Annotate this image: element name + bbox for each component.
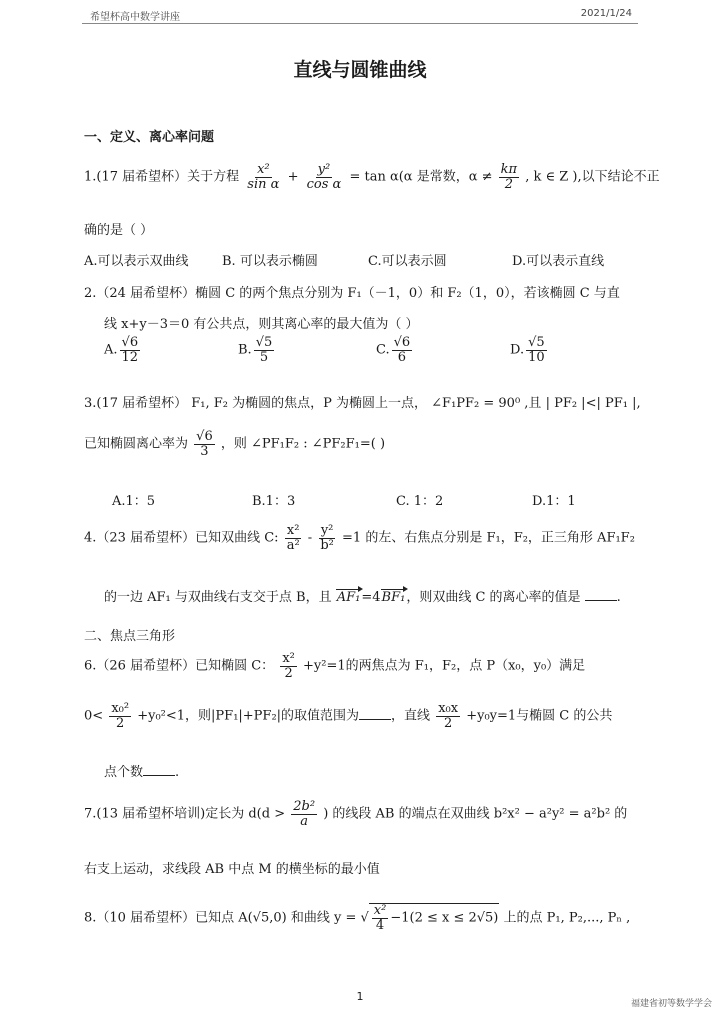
header-left: 希望杯高中数学讲座	[90, 12, 180, 23]
page-number: 1	[356, 990, 364, 1003]
vector-bf1: BF₁	[381, 590, 406, 605]
question-1-line-1	[84, 163, 660, 191]
question-4-line-1: 4.（23 届希望杯）已知双曲线 C: $\frac{\text{x²}}{\text{a²}}$ - $\frac{\text{y²}}{\text{b²}}$ =1 的左、右焦点分别是 F₁，F₂，正三角形 AF₁F₂	[84, 523, 635, 553]
question-2-line-1: 2.（24 届希望杯）椭圆 C 的两个焦点分别为 F₁（－1，0）和 F₂（1，0），若该椭圆 C 与直	[84, 286, 620, 301]
section-heading-1: 一、定义、离心率问题	[84, 130, 215, 145]
q3-option-c: C. 1：2	[396, 494, 444, 509]
q1-fraction-3: $\frac{k\pi}{2}$	[500, 162, 518, 192]
q1-plus: +	[287, 169, 299, 185]
answer-blank	[585, 590, 617, 601]
question-2-line-2: 线 x+y－3＝0 有公共点，则其离心率的最大值为（ ）	[104, 317, 419, 332]
answer-blank	[359, 709, 391, 720]
q2-option-c: C. $\frac{√6}{6}$	[376, 335, 411, 365]
question-6-line-3: 点个数 .	[104, 765, 180, 780]
question-4-line-2: 的一边 AF₁ 与双曲线右支交于点 B，且 AF₁=4BF₁，则双曲线 C 的离心率的值是 .	[104, 590, 621, 605]
q2-option-a: A. $\frac{√6}{12}$	[104, 335, 139, 365]
vector-af1: AF₁	[336, 590, 361, 605]
q1-option-d: D.可以表示直线	[512, 254, 605, 269]
answer-blank	[143, 765, 175, 776]
q1-fraction-2: $\frac{\text{y²}}{\text{cos α}}$	[306, 162, 342, 192]
q1-option-a: A.可以表示双曲线	[84, 254, 189, 269]
section-heading-2: 二、焦点三角形	[84, 629, 176, 644]
q2-option-d: D. $\frac{√5}{10}$	[510, 335, 545, 365]
question-7-line-2: 右支上运动，求线段 AB 中点 M 的横坐标的最小值	[84, 862, 380, 877]
q3-option-a: A.1：5	[112, 494, 156, 509]
q1-fraction-1: $\frac{\text{x²}}{\text{sin α}}$	[247, 162, 280, 192]
question-7-line-1: 7.(13 届希望杯培训)定长为 d(d > $\frac{\text{2b²}}{a}$ ) 的线段 AB 的端点在双曲线 b²x² − a²y² = a²b² 的	[84, 799, 628, 829]
watermark: 福建省初等数学学会	[630, 999, 712, 1009]
question-3-line-2: 已知椭圆离心率为 $\frac{√6}{3}$ ，则 ∠PF₁F₂ : ∠PF₂F₁=( )	[84, 429, 386, 459]
q1-prefix: 1.(17 届希望杯）关于方程	[84, 169, 240, 185]
q3-option-b: B.1：3	[252, 494, 296, 509]
q1-mid: = tan α(α 是常数，α ≠	[349, 169, 493, 185]
page-title: 直线与圆锥曲线	[293, 59, 427, 81]
question-6-line-1: 6.（26 届希望杯）已知椭圆 C： $\frac{\text{x²}}{2}$ +y²=1的两焦点为 F₁，F₂，点 P（x₀，y₀）满足	[84, 651, 586, 681]
q1-option-b: B. 可以表示椭圆	[222, 254, 318, 269]
header-date: 2021/1/24	[580, 8, 632, 19]
q1-suffix: , k ∈ Z ),以下结论不正	[525, 169, 660, 185]
q2-option-b: B. $\frac{√5}{5}$	[238, 335, 273, 365]
question-6-line-2: 0< $\frac{\text{x₀²}}{2}$ +y₀²<1，则|PF₁|+PF₂|的取值范围为 ，直线 $\frac{\text{x₀x}}{2}$ +y₀y=1与椭圆 C 的公共	[84, 701, 613, 731]
q3-option-d: D.1：1	[532, 494, 576, 509]
question-1-line-2: 确的是（ ）	[84, 223, 154, 238]
question-8-line-1: 8.（10 届希望杯）已知点 A(√5,0) 和曲线 y = √ $\frac{\text{x²}}{4}$ −1(2 ≤ x ≤ 2√5) 上的点 P₁, P₂,..., Pₙ ,	[84, 903, 631, 933]
question-3-line-1: 3.(17 届希望杯） F₁, F₂ 为椭圆的焦点，P 为椭圆上一点， ∠F₁PF₂ = 90⁰ ,且 | PF₂ |<| PF₁ |,	[84, 396, 641, 411]
q1-option-c: C.可以表示圆	[368, 254, 447, 269]
header-rule	[82, 23, 638, 24]
